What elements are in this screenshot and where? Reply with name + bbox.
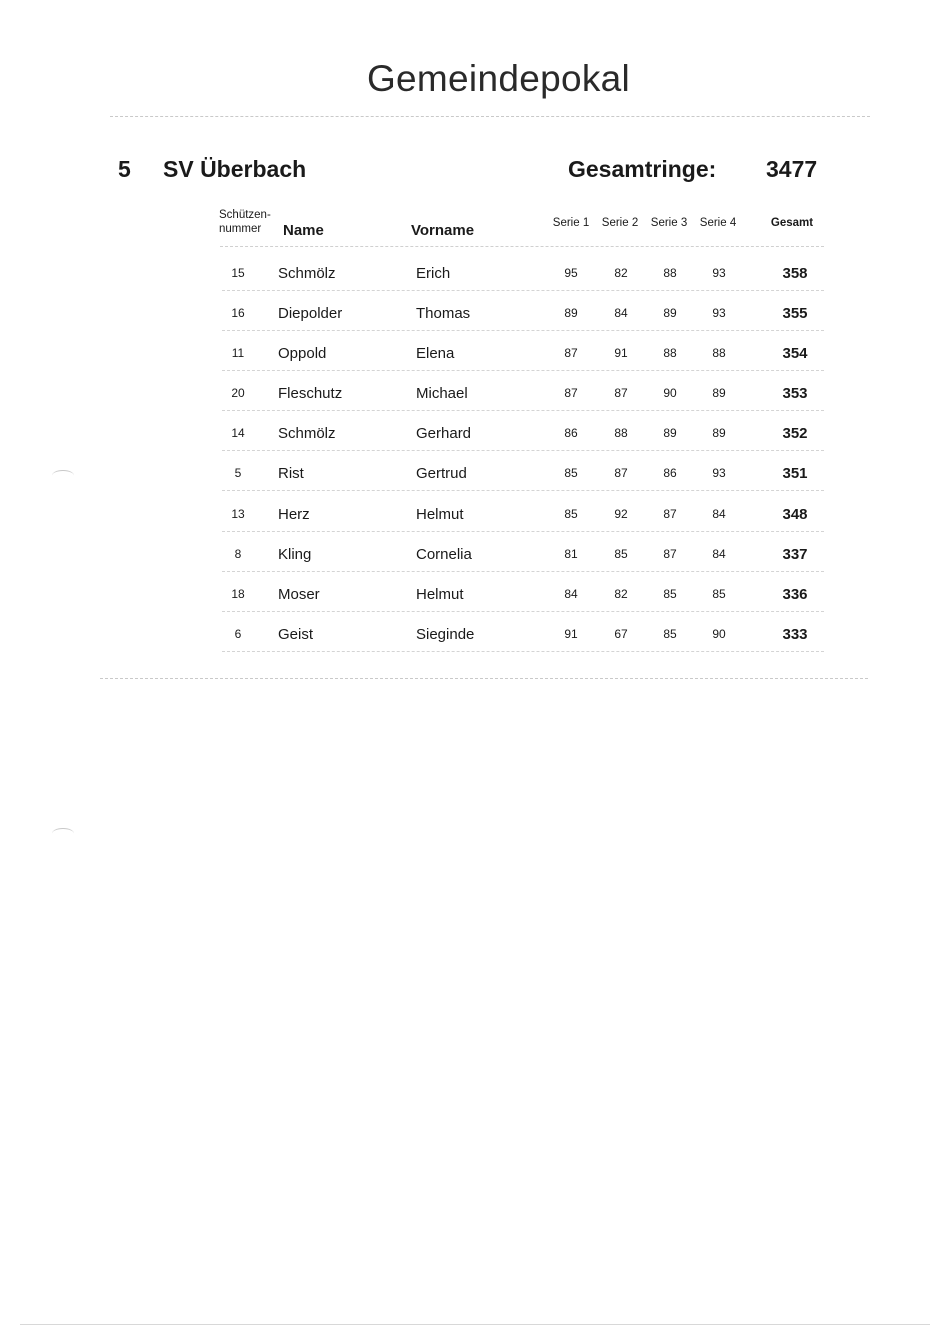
shooter-name: Fleschutz [278,385,343,402]
series-3-score: 89 [663,426,677,440]
header-series-2: Serie 2 [601,217,639,229]
shooter-number: 15 [231,266,245,280]
series-1-score: 87 [564,386,578,400]
row-divider [222,490,824,491]
shooter-name: Herz [278,506,310,523]
shooter-first-name: Thomas [416,305,471,322]
document-title: Gemeindepokal [366,58,631,99]
total-rings-value: 3477 [766,156,818,182]
shooter-name: Kling [278,546,312,563]
series-4-score: 85 [712,587,726,601]
header-divider [220,246,824,247]
series-1-score: 86 [564,426,578,440]
shooter-first-name: Michael [416,385,468,402]
series-2-score: 85 [614,547,628,561]
table-row [0,583,940,623]
series-2-score: 82 [614,266,628,280]
total-score: 354 [782,345,808,362]
series-3-score: 89 [663,306,677,320]
series-4-score: 90 [712,627,726,641]
total-score: 353 [782,385,808,402]
shooter-name: Oppold [278,345,327,362]
shooter-number: 16 [231,306,245,320]
row-divider [222,651,824,652]
punch-hole-mark [52,828,74,839]
total-score: 358 [782,265,808,282]
row-divider [222,410,824,411]
series-2-score: 67 [614,627,628,641]
shooter-number: 13 [231,507,245,521]
shooter-first-name: Cornelia [416,546,472,563]
series-3-score: 87 [663,507,677,521]
total-score: 336 [782,586,808,603]
title-divider [110,116,870,117]
series-3-score: 85 [663,627,677,641]
series-3-score: 87 [663,547,677,561]
header-shooter-number-line1: Schützen- [219,209,271,221]
total-score: 351 [782,465,808,482]
series-4-score: 93 [712,266,726,280]
series-3-score: 86 [663,466,677,480]
series-1-score: 85 [564,507,578,521]
table-bottom-divider [100,678,868,679]
shooter-number: 6 [234,627,242,641]
series-1-score: 81 [564,547,578,561]
shooter-number: 14 [231,426,245,440]
header-name: Name [283,222,324,239]
shooter-name: Schmölz [278,425,336,442]
header-total: Gesamt [770,217,814,229]
shooter-number: 5 [234,466,242,480]
series-4-score: 88 [712,346,726,360]
total-score: 355 [782,305,808,322]
club-name: SV Überbach [163,156,307,182]
series-4-score: 93 [712,466,726,480]
series-1-score: 85 [564,466,578,480]
series-3-score: 90 [663,386,677,400]
total-score: 333 [782,626,808,643]
series-2-score: 88 [614,426,628,440]
total-rings-label: Gesamtringe: [568,156,717,182]
series-3-score: 85 [663,587,677,601]
series-1-score: 89 [564,306,578,320]
header-shooter-number [219,208,271,236]
shooter-first-name: Sieginde [416,626,475,643]
series-3-score: 88 [663,266,677,280]
table-row [0,262,940,302]
shooter-number: 11 [231,346,245,360]
row-divider [222,450,824,451]
shooter-number: 8 [234,547,242,561]
row-divider [222,330,824,331]
header-series-3: Serie 3 [650,217,688,229]
series-4-score: 89 [712,386,726,400]
total-score: 352 [782,425,808,442]
shooter-first-name: Helmut [416,586,464,603]
series-2-score: 84 [614,306,628,320]
shooter-first-name: Elena [416,345,455,362]
total-score: 348 [782,506,808,523]
table-row [0,302,940,342]
series-4-score: 93 [712,306,726,320]
table-row [0,503,940,543]
shooter-first-name: Gertrud [416,465,467,482]
shooter-number: 18 [231,587,245,601]
table-row [0,543,940,583]
total-score: 337 [782,546,808,563]
series-4-score: 89 [712,426,726,440]
shooter-first-name: Helmut [416,506,464,523]
row-divider [222,531,824,532]
shooter-name: Geist [278,626,314,643]
shooter-name: Schmölz [278,265,336,282]
page-bottom-edge [20,1324,930,1325]
shooter-first-name: Erich [416,265,451,282]
row-divider [222,611,824,612]
header-first-name: Vorname [411,222,475,239]
shooter-name: Diepolder [278,305,343,322]
table-row [0,623,940,663]
header-series-4: Serie 4 [699,217,737,229]
series-2-score: 82 [614,587,628,601]
table-row [0,342,940,382]
series-2-score: 87 [614,466,628,480]
series-1-score: 91 [564,627,578,641]
series-3-score: 88 [663,346,677,360]
table-row [0,382,940,422]
punch-hole-mark [52,470,74,481]
header-shooter-number-line2: nummer [219,223,262,235]
row-divider [222,571,824,572]
table-row [0,462,940,502]
series-1-score: 95 [564,266,578,280]
header-series-1: Serie 1 [552,217,590,229]
shooter-number: 20 [231,386,245,400]
series-1-score: 87 [564,346,578,360]
shooter-first-name: Gerhard [416,425,472,442]
row-divider [222,290,824,291]
shooter-name: Moser [278,586,320,603]
series-4-score: 84 [712,507,726,521]
club-number: 5 [118,156,131,182]
shooter-name: Rist [278,465,304,482]
series-4-score: 84 [712,547,726,561]
table-row [0,422,940,462]
series-2-score: 92 [614,507,628,521]
series-1-score: 84 [564,587,578,601]
row-divider [222,370,824,371]
series-2-score: 91 [614,346,628,360]
series-2-score: 87 [614,386,628,400]
